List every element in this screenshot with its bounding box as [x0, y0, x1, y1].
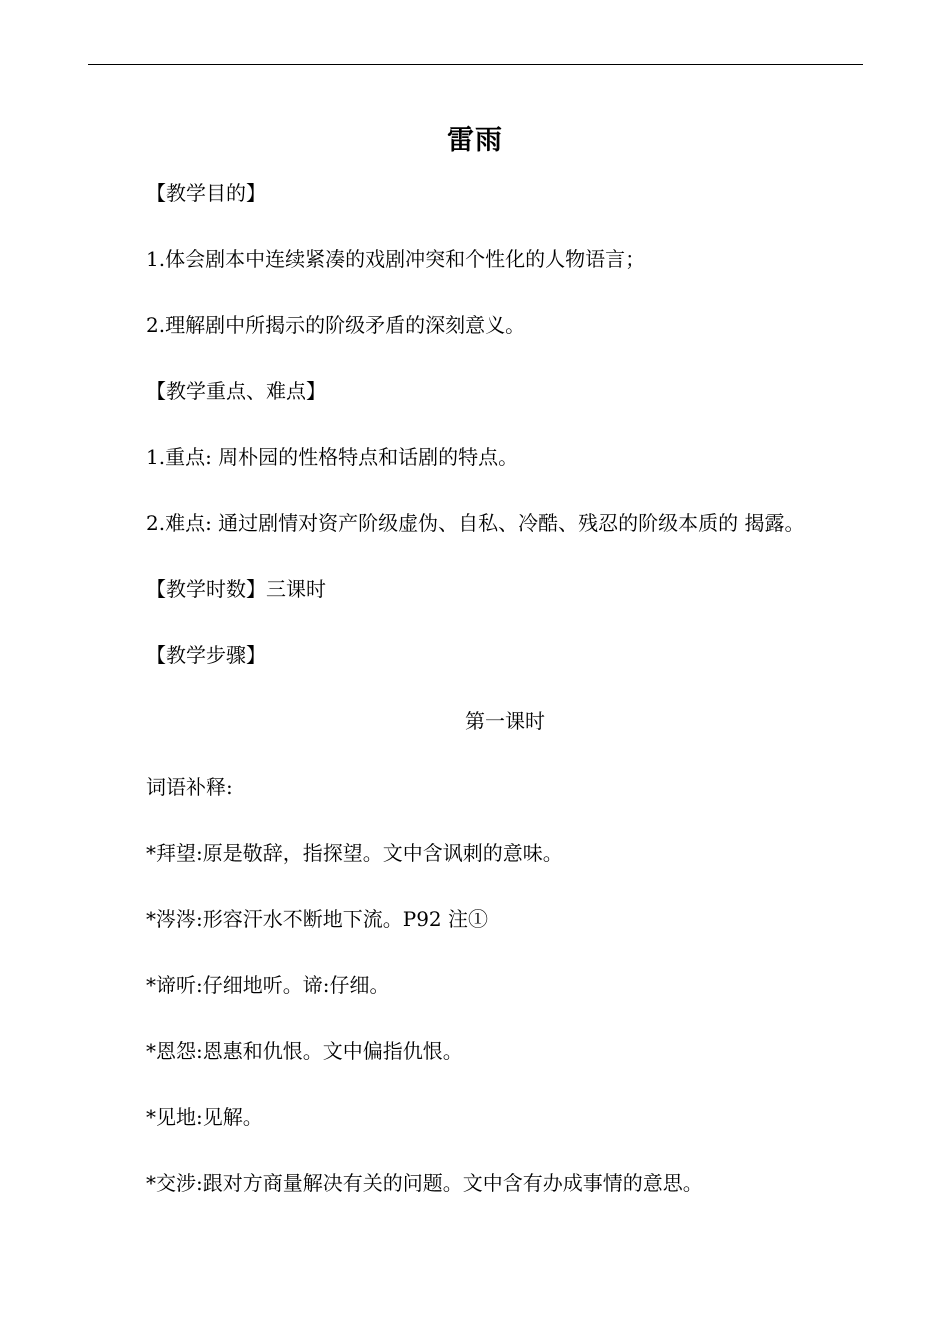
vocab-item: *见地:见解。: [146, 1105, 263, 1129]
document-title: 雷雨: [447, 125, 503, 156]
vocab-item: *涔涔:形容汗水不断地下流。P92 注①: [146, 907, 489, 931]
section-heading-steps: 【教学步骤】: [146, 643, 266, 667]
section-heading-objectives: 【教学目的】: [146, 181, 266, 205]
vocab-item: *恩怨:恩惠和仇恨。文中偏指仇恨。: [146, 1039, 463, 1063]
vocab-item: *交涉:跟对方商量解决有关的问题。文中含有办成事情的意思。: [146, 1171, 703, 1195]
key-point-item-1: 1.重点: 周朴园的性格特点和话剧的特点。: [146, 445, 519, 469]
vocab-item: *谛听:仔细地听。谛:仔细。: [146, 973, 390, 997]
vocab-item: *拜望:原是敬辞，指探望。文中含讽刺的意味。: [146, 841, 563, 865]
key-point-item-2: 2.难点: 通过剧情对资产阶级虚伪、自私、冷酷、残忍的阶级本质的 揭露。: [146, 511, 805, 535]
vocab-heading: 词语补释:: [146, 775, 233, 799]
section-heading-hours: 【教学时数】三课时: [146, 577, 326, 601]
section-heading-key-points: 【教学重点、难点】: [146, 379, 326, 403]
objective-item-2: 2.理解剧中所揭示的阶级矛盾的深刻意义。: [146, 313, 526, 337]
objective-item-1: 1.体会剧本中连续紧凑的戏剧冲突和个性化的人物语言；: [146, 247, 646, 271]
lesson-heading: 第一课时: [465, 709, 545, 733]
header-rule: [88, 64, 863, 65]
